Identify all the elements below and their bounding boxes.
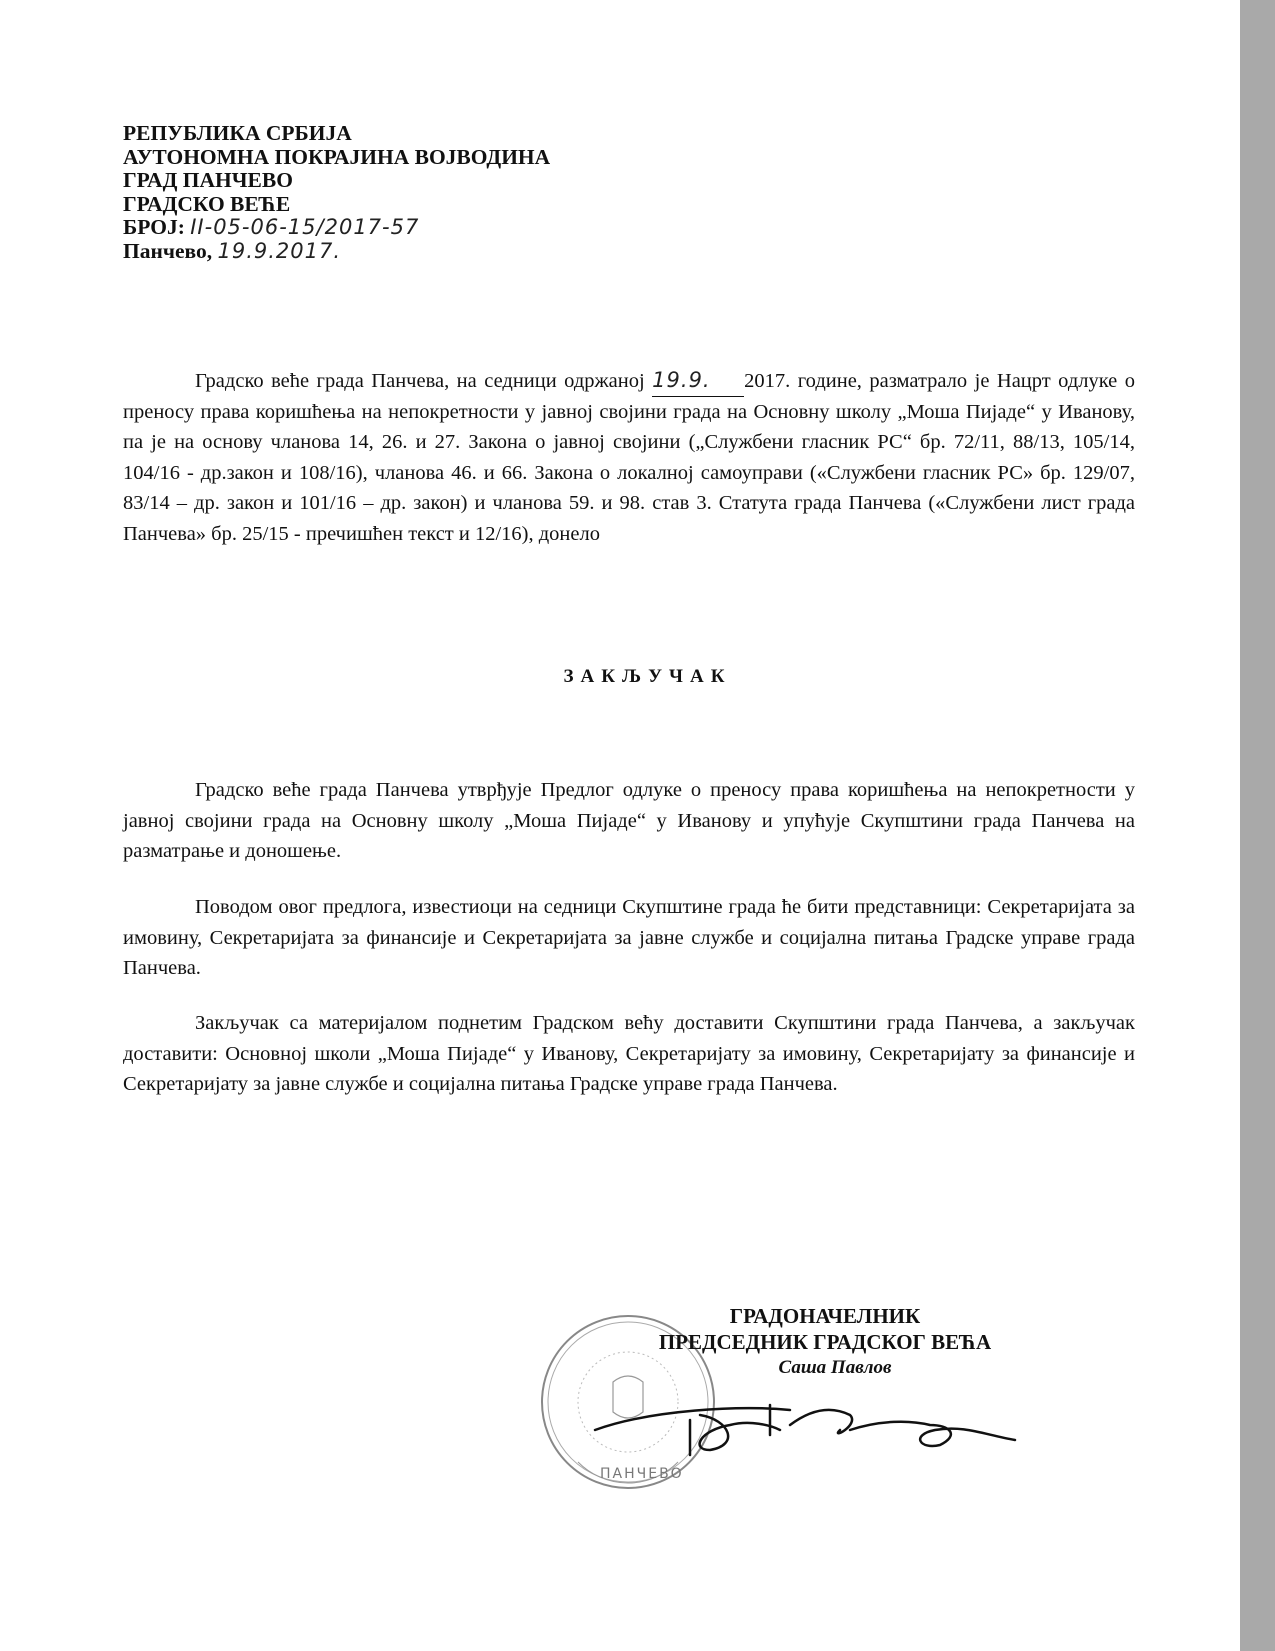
handwritten-signature <box>590 1390 1020 1460</box>
date-value: 19.9.2017. <box>217 238 342 263</box>
document-number <box>123 216 550 240</box>
conclusion-paragraph-2 <box>123 892 1135 984</box>
session-date-handwritten: 19.9. <box>652 365 744 397</box>
number-label: БРОЈ: <box>123 215 185 239</box>
signatory-name: Саша Павлов <box>778 1357 892 1378</box>
conclusion-paragraph-1 <box>123 775 1135 867</box>
stamp-city-text: ПАНЧЕВО <box>600 1466 684 1482</box>
intro-paragraph <box>123 365 1135 549</box>
document-header <box>123 122 550 263</box>
header-line: АУТОНОМНА ПОКРАЈИНА ВОЈВОДИНА <box>123 144 551 169</box>
signatory-title-president: ПРЕДСЕДНИК ГРАДСКОГ ВЕЋА <box>658 1330 992 1354</box>
header-line: РЕПУБЛИКА СРБИЈА <box>123 121 352 145</box>
paragraph-text: Градско веће града Панчева утврђује Предлог одлуке о преносу права коришћења на непокретности у јавној својини града на Основну школу „Моша Пијаде“ у Иванову и упућује Скупштини града Панчева на разматрање и доношење. <box>123 779 1135 862</box>
header-line: ГРАД ПАНЧЕВО <box>123 168 293 192</box>
signature-block <box>600 1303 1050 1381</box>
signatory-title-mayor: ГРАДОНАЧЕЛНИК <box>729 1304 921 1328</box>
document-place-date <box>123 240 550 264</box>
paragraph-text: Поводом овог предлога, известиоци на седници Скупштине града ће бити представници: Секретаријата за имовину, Секретаријата за финансије и Секретаријата за јавне службе и социјална питања Градске управе града Панчева. <box>123 896 1135 979</box>
paragraph-text: Закључак са материјалом поднетим Градском већу доставити Скупштини града Панчева, а закључак доставити: Основној школи „Моша Пијаде“ у Иванову, Секретаријату за имовину, Секретаријату за финансије и Секретаријату за јавне службе и социјална питања Градске управе града Панчева. <box>123 1012 1135 1095</box>
intro-text-rest: 2017. године, разматрало је Нацрт одлуке о преносу права коришћења на непокретности у јавној својини града на Основну школу „Моша Пијаде“ у Иванову, па је на основу чланова 14, 26. и 27. Закона о јавној својини („Службени гласник РС“ бр. 72/11, 88/13, 105/14, 104/16 - др.закон и 108/16), чланова 46. и 66. Закона о локалној самоуправи («Службени гласник РС» бр. 129/07, 83/14 – др. закон и 101/16 – др. закон) и чланова 59. и 98. став 3. Статута града Панчева («Службени лист града Панчева» бр. 25/15 - пречишћен текст и 12/16), донело <box>123 370 1135 545</box>
place-label: Панчево, <box>123 238 213 263</box>
conclusion-paragraph-3 <box>123 1008 1135 1100</box>
document-title: ЗАКЉУЧАК <box>563 666 732 687</box>
intro-text-start: Градско веће града Панчева, на седници одржаној <box>195 370 653 392</box>
scan-edge-shadow <box>1240 0 1275 1651</box>
number-value: II-05-06-15/2017-57 <box>190 215 420 239</box>
header-line: ГРАДСКО ВЕЋЕ <box>123 191 291 216</box>
